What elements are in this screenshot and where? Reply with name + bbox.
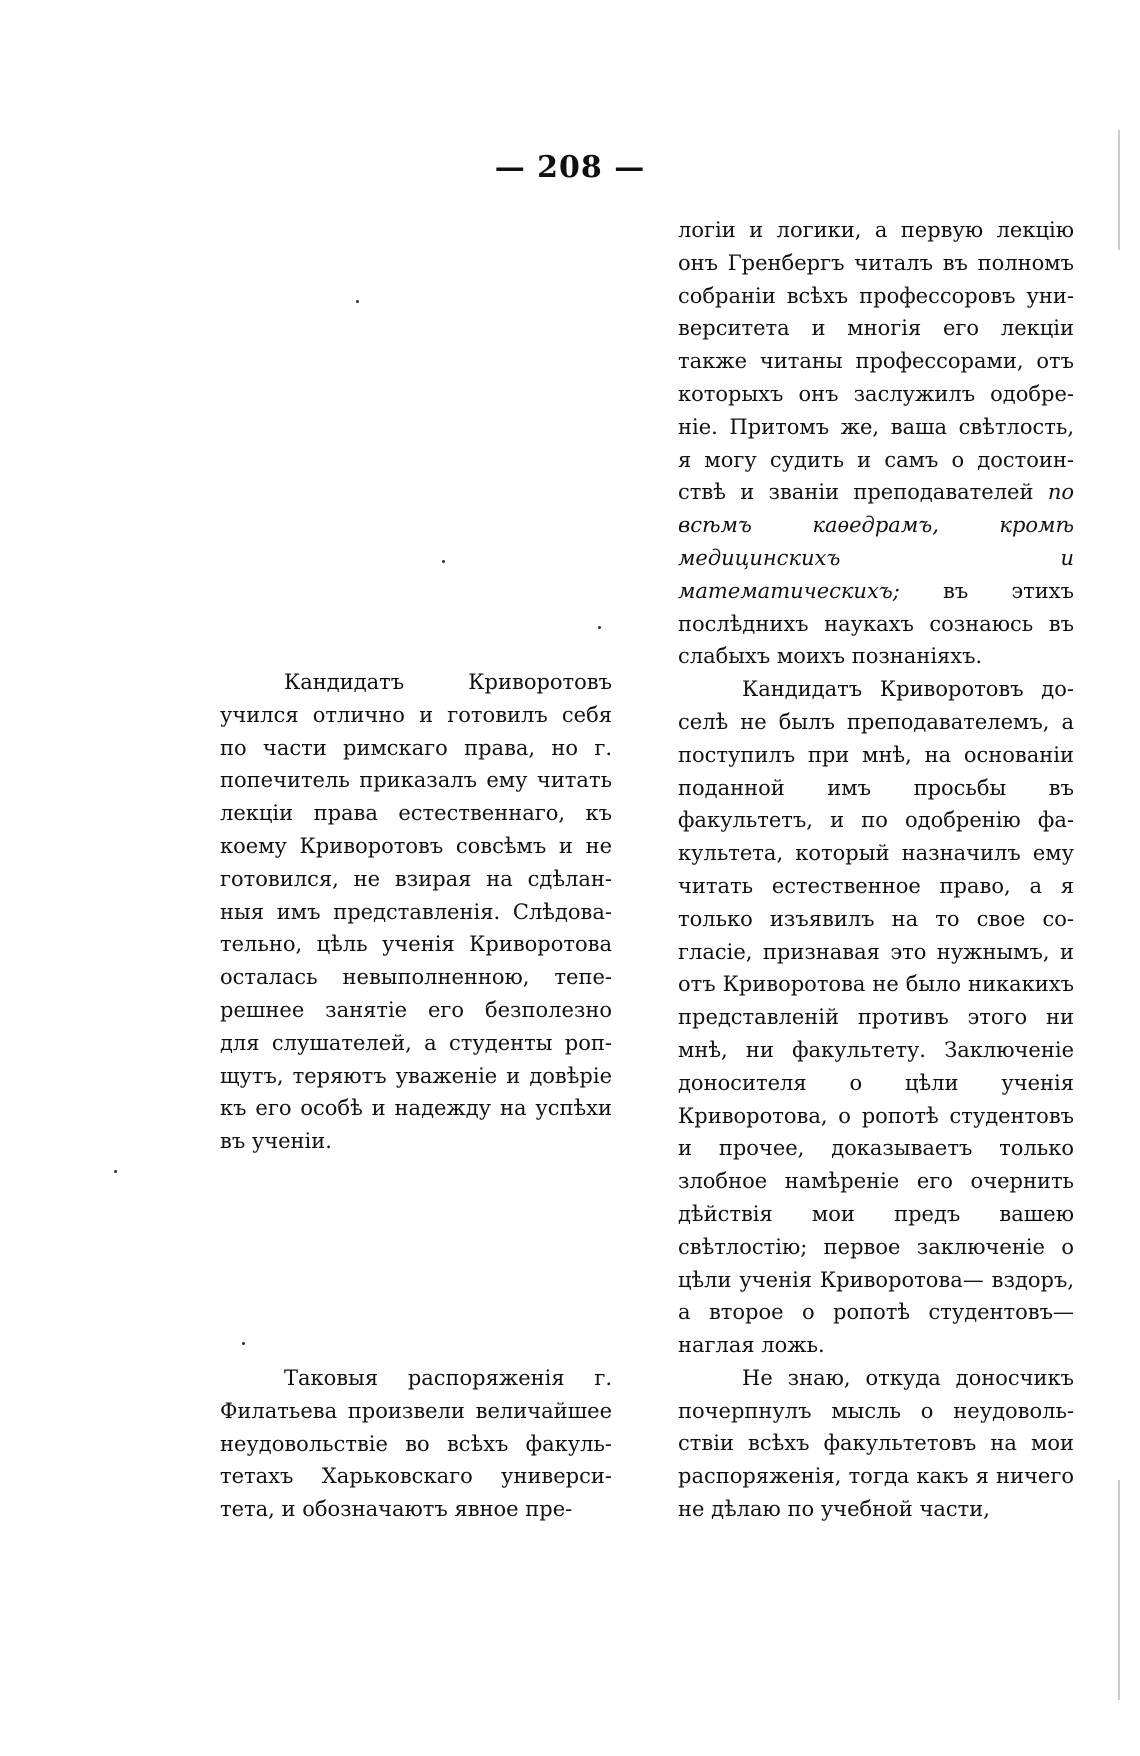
right-paragraph-1-end: въ этихъ послѣднихъ наукахъ сознаюсь въ слабыхъ моихъ познаніяхъ. (678, 578, 1074, 669)
right-column (678, 214, 1074, 1526)
scan-speck (242, 1342, 245, 1345)
left-column-top (220, 666, 612, 1158)
right-paragraph-2: Кандидатъ Криворотовъ доселѣ не былъ преподавателемъ, а поступилъ при мнѣ, на основаніи поданной имъ просьбы въ факультетъ, и по одобренію факультета, который назначилъ ему читать естественное право, а я только изъявилъ на то свое согласіе, признавая это нужнымъ, и отъ Криворотова не было никакихъ представленій противъ этого ни мнѣ, ни факультету. Заключеніе доносителя о цѣли ученія Криворотова, о ропотѣ студентовъ и прочее, доказываетъ только злобное намѣреніе его очернить дѣйствія мои предъ вашею свѣтлостію; первое заключеніе о цѣли ученія Криворотова— вздоръ, а второе о ропотѣ студентовъ—наглая ложь. (678, 677, 1074, 1358)
scan-speck (356, 300, 359, 303)
left-paragraph-2: Таковыя распоряженія г. Филатьева произвели величайшее неудовольствіе во всѣхъ факультетахъ Харьковскаго университета, и обозначаютъ явное пре- (220, 1366, 612, 1522)
scan-edge-line (1118, 130, 1120, 250)
right-paragraph-1-italic: по всѣмъ каѳедрамъ, кромѣ медицинскихъ и математическихъ; (678, 480, 1074, 603)
scan-edge-line (1118, 1480, 1120, 1700)
left-column-bottom (220, 1362, 612, 1526)
left-paragraph-1: Кандидатъ Криворотовъ учился отлично и готовилъ себя по части римскаго права, но г. попечитель приказалъ ему читать лекціи права естественнаго, къ коему Криворотовъ совсѣмъ и не готовился, не взирая на сдѣланныя имъ представленія. Слѣдовательно, цѣль ученія Криворотова осталась невыполненною, теперешнее занятіе его безполезно для слушателей, а студенты ропщутъ, теряютъ уваженіе и довѣріе къ его особѣ и надежду на успѣхи въ ученіи. (220, 670, 612, 1154)
right-paragraph-3: Не знаю, откуда доносчикъ почерпнулъ мысль о неудовольствіи всѣхъ факультетовъ на мои распоряженія, тогда какъ я ничего не дѣлаю по учебной части, (678, 1365, 1074, 1522)
right-paragraph-1-start: логіи и логики, а первую лекцію онъ Гренбергъ читалъ въ полномъ собраніи всѣхъ профессоровъ университета и многія его лекціи также читаны профессорами, отъ которыхъ онъ заслужилъ одобреніе. Притомъ же, ваша свѣтлость, я могу судить и самъ о достоинствѣ и званіи преподавателей (678, 218, 1074, 505)
scan-speck (442, 560, 445, 563)
scan-speck (114, 1170, 117, 1173)
scan-speck (598, 626, 601, 629)
right-paragraph-1 (678, 214, 1074, 673)
page-number: — 208 — (494, 150, 646, 185)
